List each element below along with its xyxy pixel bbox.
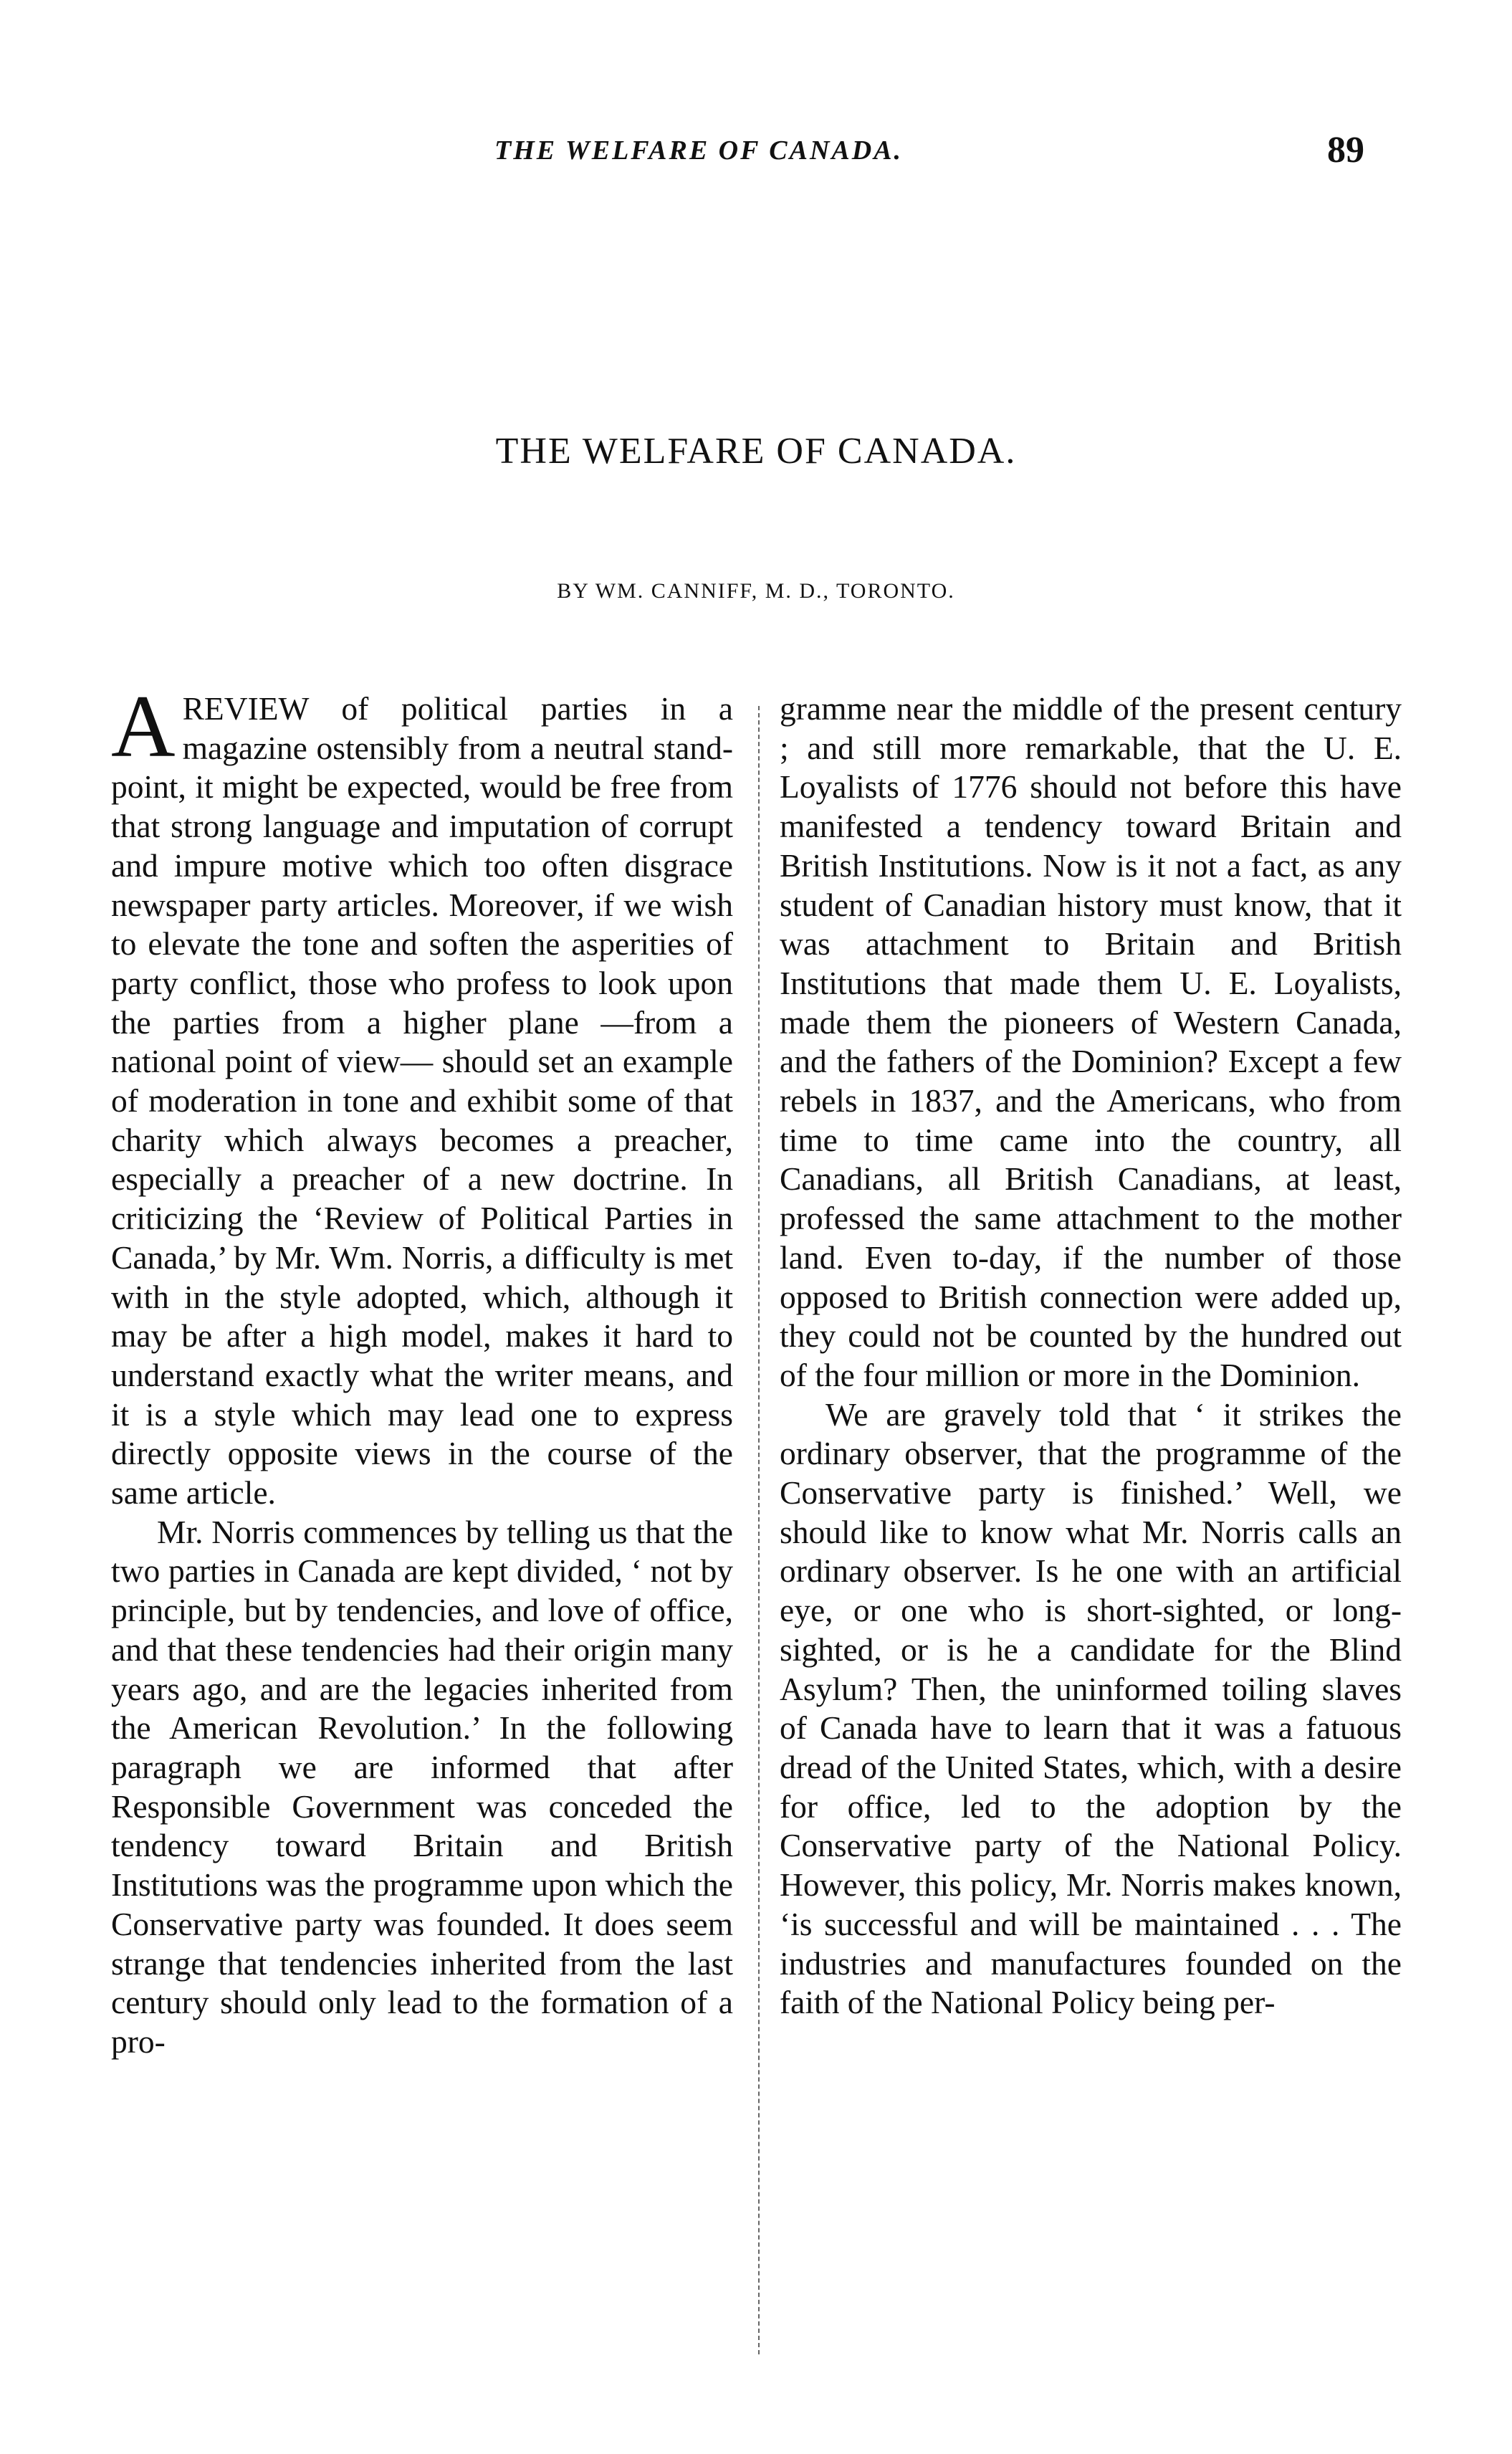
page-number: 89 [1327, 130, 1364, 171]
byline: BY WM. CANNIFF, M. D., TORONTO. [557, 579, 955, 603]
left-paragraph-2: Mr. Norris commences by telling us that the two parties in Canada are kept divided, ‘ not by principle, but by tendencies, and love of office, and that these tendencies had their origin many years ago, and are the legacies inherited from the American Revolution.’ In the following paragraph we are informed that after Responsible Government was conceded the tendency toward Britain and British Institutions was the programme upon which the Conservative party was founded. It does seem strange that tendencies inherited from the last century should only lead to the formation of a pro- [111, 1513, 733, 2060]
running-head [0, 130, 1512, 185]
right-paragraph-2: We are gravely told that ‘ it strikes the ordinary observer, that the programme of the Conservative party is finished.’ Well, we should like to know what Mr. Norris calls an ordinary observer. Is he one with an artificial eye, or one who is short-sighted, or long-sighted, or is he a candidate for the Blind Asylum? Then, the uninformed toiling slaves of Canada have to learn that it was a fatuous dread of the United States, which, with a desire for office, led to the adoption by the Conservative party of the National Policy. However, this policy, Mr. Norris makes known, ‘is successful and will be maintained . . . The industries and manufactures founded on the faith of the National Policy being per- [780, 1395, 1402, 2021]
left-paragraph-1 [111, 677, 733, 1513]
right-column [780, 689, 1402, 2023]
left-column [111, 677, 733, 2062]
running-title: THE WELFARE OF CANADA. [494, 135, 904, 166]
left-paragraph-1-text: REVIEW of political parties in a magazine ostensibly from a neutral stand-point, it might be expected, would be free from that strong language and imputation of corrupt and impure motive which too often disgrace newspaper party articles. Moreover, if we wish to elevate the tone and soften the asperities of party conflict, those who profess to look upon the parties from a higher plane —from a national point of view— should set an example of moderation in tone and exhibit some of that charity which always becomes a preacher, especially a preacher of a new doctrine. In criticizing the ‘Review of Political Parties in Canada,’ by Mr. Wm. Norris, a difficulty is met with in the style adopted, which, although it may be after a high model, makes it hard to understand exactly what the writer means, and it is a style which may lead one to express directly opposite views in the course of the same article. [111, 690, 733, 1512]
drop-cap: A [111, 677, 176, 775]
article-title: THE WELFARE OF CANADA. [495, 431, 1017, 472]
column-divider [758, 706, 760, 2354]
right-paragraph-1: gramme near the middle of the present century ; and still more remarkable, that the U. E. Loyalists of 1776 should not before this have manifested a tendency toward Britain and British Institutions. Now is it not a fact, as any student of Canadian history must know, that it was attachment to Britain and British Institutions that made them U. E. Loyalists, made them the pioneers of Western Canada, and the fathers of the Dominion? Except a few rebels in 1837, and the Americans, who from time to time came into the country, all Canadians, all British Canadians, at least, professed the same attachment to the mother land. Even to-day, if the number of those opposed to British connection were added up, they could not be counted by the hundred out of the four million or more in the Dominion. [780, 690, 1402, 1393]
